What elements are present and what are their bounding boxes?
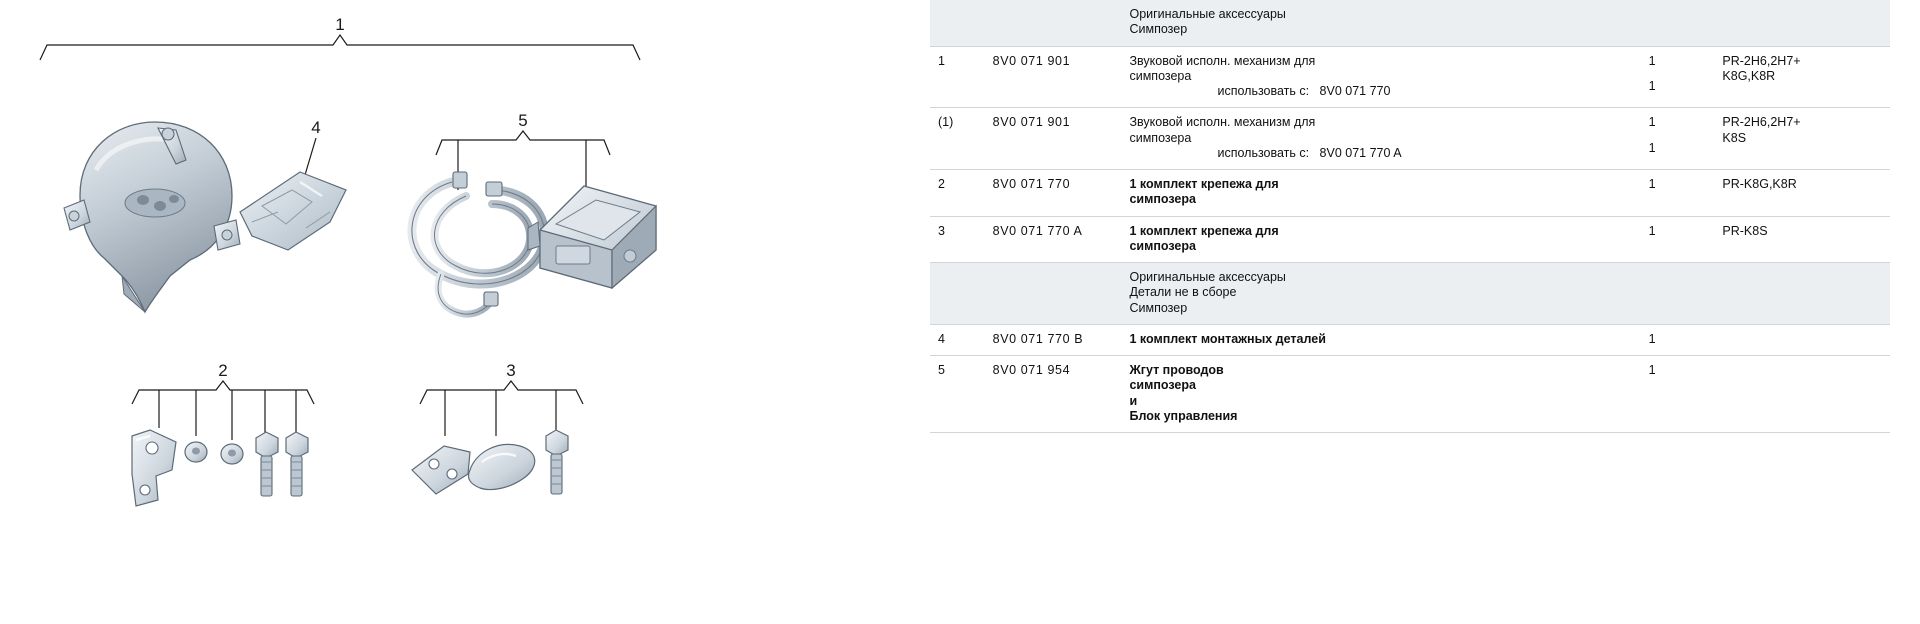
row-description [1125, 324, 1644, 355]
callout-label-2: 2 [218, 361, 228, 380]
row-description [1125, 170, 1644, 217]
row-desc-line-3: и [1129, 393, 1138, 408]
table-group-row [930, 263, 1890, 325]
group-pr [1718, 263, 1890, 325]
row-desc-line-1: Звуковой исполн. механизм для [1129, 115, 1316, 130]
row-pr-line-2: K8G,K8R [1722, 68, 1776, 83]
row-position: 3 [930, 216, 989, 263]
row-qty: 1 [1645, 356, 1719, 433]
group-qty [1645, 0, 1719, 46]
row-desc-sub-value[interactable]: 8V0 071 770 [1319, 84, 1391, 98]
row-qty-secondary: 1 [1648, 78, 1656, 93]
table-row[interactable] [930, 108, 1890, 170]
part-bolt-2 [286, 432, 308, 496]
row-part-number: 8V0 071 770 A [989, 216, 1126, 263]
row-position: 1 [930, 46, 989, 108]
row-desc-sub [1129, 146, 1640, 161]
group-desc-line-2: Симпозер [1129, 22, 1188, 37]
row-qty-primary: 1 [1648, 53, 1656, 68]
table-row[interactable] [930, 356, 1890, 433]
row-pr-codes [1718, 108, 1890, 170]
row-position: 2 [930, 170, 989, 217]
table-row[interactable] [930, 170, 1890, 217]
row-pr-codes [1718, 356, 1890, 433]
row-desc-line-2: симпозера [1129, 378, 1196, 393]
row-description [1125, 108, 1644, 170]
group-pos [930, 263, 989, 325]
table-row[interactable] [930, 46, 1890, 108]
row-desc-sub-value[interactable]: 8V0 071 770 A [1319, 145, 1402, 160]
group-desc-line-1: Оригинальные аксессуары [1129, 270, 1286, 284]
group-desc-line-3: Симпозер [1129, 300, 1188, 315]
callout-label-4: 4 [311, 118, 321, 137]
part-mounting-bracket [132, 430, 176, 506]
row-desc-line-2: симпозера [1129, 192, 1196, 207]
callout-bracket-1 [40, 35, 640, 60]
row-qty-secondary: 1 [1648, 140, 1656, 155]
group-pr [1718, 0, 1890, 46]
row-desc-line-1: Звуковой исполн. механизм для [1129, 53, 1316, 68]
callout-label-5: 5 [518, 111, 528, 130]
row-qty [1645, 108, 1719, 170]
table-row[interactable] [930, 324, 1890, 355]
row-desc-line-1: 1 комплект монтажных деталей [1129, 331, 1326, 346]
row-desc-line-1: 1 комплект крепежа для [1129, 177, 1279, 191]
row-pr-codes: PR-K8G,K8R [1718, 170, 1890, 217]
part-actuator-body [64, 122, 240, 312]
row-pr-codes [1718, 324, 1890, 355]
callout-bracket-2 [132, 381, 314, 440]
parts-illustration [0, 0, 930, 624]
row-desc-line-4: Блок управления [1129, 408, 1238, 423]
group-pos [930, 0, 989, 46]
group-desc [1125, 263, 1644, 325]
part-plastic-bag [240, 172, 346, 250]
row-qty [1645, 46, 1719, 108]
row-part-number: 8V0 071 770 [989, 170, 1126, 217]
group-qty [1645, 263, 1719, 325]
parts-table-panel [930, 0, 1920, 624]
row-desc-line-2: симпозера [1129, 130, 1192, 145]
row-position: 4 [930, 324, 989, 355]
row-qty: 1 [1645, 216, 1719, 263]
parts-table [930, 0, 1890, 433]
group-part [989, 263, 1126, 325]
part-shaped-plate [468, 444, 534, 489]
part-bolt-3 [546, 430, 568, 494]
part-washer-small-1 [185, 442, 207, 462]
table-group-row [930, 0, 1890, 46]
row-qty: 1 [1645, 170, 1719, 217]
row-part-number: 8V0 071 770 B [989, 324, 1126, 355]
row-description [1125, 356, 1644, 433]
row-desc-sub [1129, 84, 1640, 99]
row-pr-codes [1718, 46, 1890, 108]
row-desc-line-2: симпозера [1129, 238, 1196, 253]
group-desc-line-1: Оригинальные аксессуары [1129, 7, 1286, 21]
row-pr-line-1: PR-2H6,2H7+ [1722, 53, 1801, 68]
row-part-number: 8V0 071 901 [989, 46, 1126, 108]
row-position: 5 [930, 356, 989, 433]
part-plate-bracket [412, 446, 470, 494]
row-description [1125, 46, 1644, 108]
row-desc-line-1: Жгут проводов [1129, 363, 1224, 377]
row-qty: 1 [1645, 324, 1719, 355]
callout-label-3: 3 [506, 361, 516, 380]
table-row[interactable] [930, 216, 1890, 263]
part-bolt-1 [256, 432, 278, 496]
row-position: (1) [930, 108, 989, 170]
row-part-number: 8V0 071 954 [989, 356, 1126, 433]
row-desc-sub-label: использовать с: [1217, 84, 1310, 98]
group-desc [1125, 0, 1644, 46]
row-desc-line-1: 1 комплект крепежа для [1129, 223, 1279, 238]
row-description [1125, 216, 1644, 263]
group-part [989, 0, 1126, 46]
row-pr-codes: PR-K8S [1718, 216, 1890, 263]
part-washer-small-2 [221, 444, 243, 464]
callout-bracket-3 [420, 381, 583, 436]
row-qty-primary: 1 [1648, 115, 1656, 130]
part-control-unit-module [528, 186, 656, 288]
row-desc-line-2: симпозера [1129, 68, 1192, 83]
part-wiring-harness-coil [412, 172, 544, 314]
row-pr-line-1: PR-2H6,2H7+ [1722, 115, 1801, 130]
row-desc-sub-label: использовать с: [1217, 145, 1310, 160]
row-pr-line-2: K8S [1722, 130, 1747, 145]
row-part-number: 8V0 071 901 [989, 108, 1126, 170]
group-desc-line-2: Детали не в сборе [1129, 285, 1237, 300]
callout-label-1: 1 [335, 15, 345, 34]
